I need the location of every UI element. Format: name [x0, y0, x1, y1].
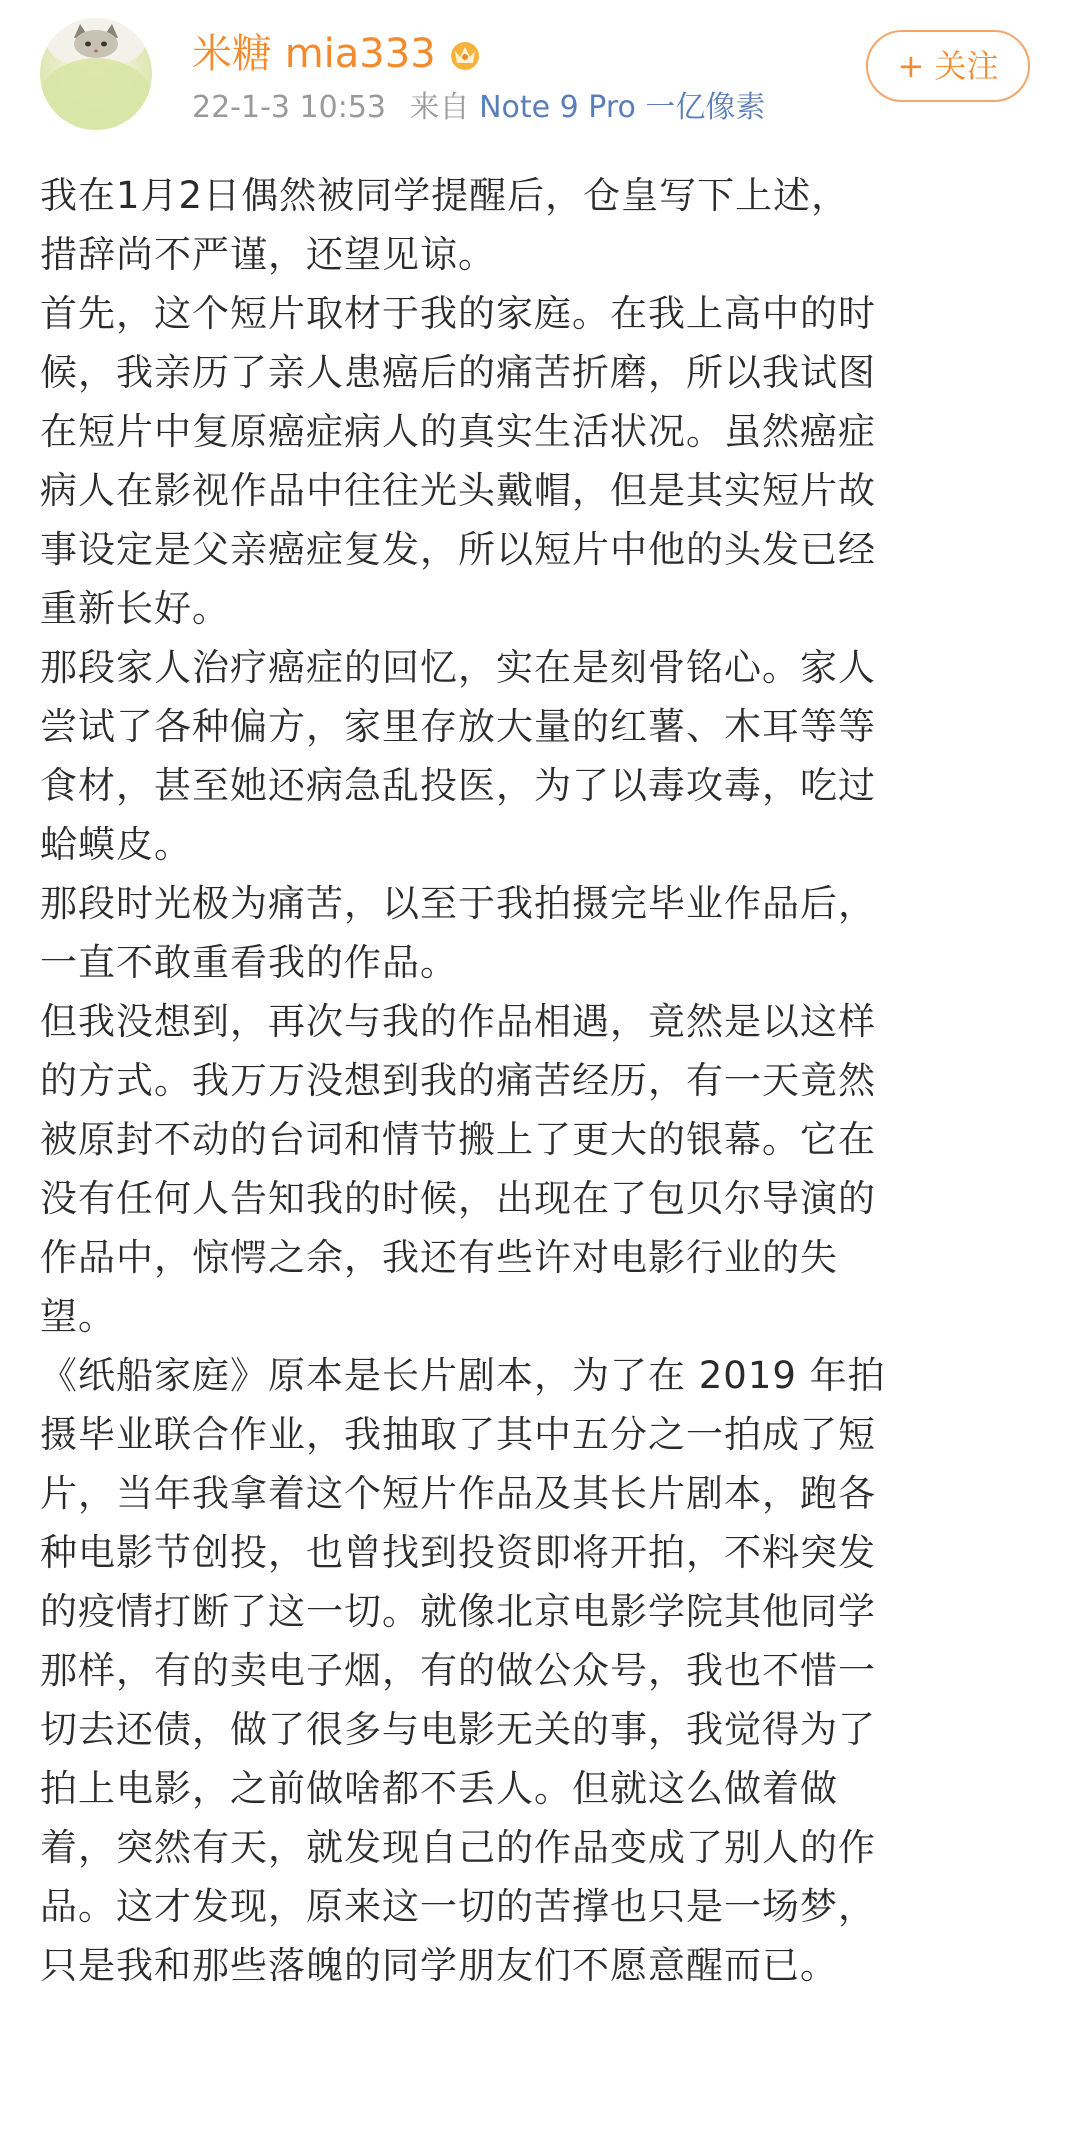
author-row	[192, 26, 484, 82]
paragraph: 那段时光极为痛苦，以至于我拍摄完毕业作品后， 一直不敢重看我的作品。	[40, 882, 876, 984]
post-time: 22-1-3 10:53	[192, 90, 386, 125]
paragraph: 但我没想到，再次与我的作品相遇，竟然是以这样 的方式。我万万没想到我的痛苦经历，有一天竟然 被原封不动的台词和情节搬上了更大的银幕。它在 没有任何人告知我的时候，出现在了包贝尔导演的 作品中，惊愕之余，我还有些许对电影行业的失 望。	[40, 1000, 876, 1338]
avatar[interactable]	[40, 18, 152, 130]
follow-button[interactable]: + 关注	[866, 30, 1030, 102]
source-prefix: 来自	[409, 90, 470, 125]
source-device-link[interactable]: Note 9 Pro 一亿像素	[479, 90, 766, 125]
paragraph: 我在1月2日偶然被同学提醒后，仓皇写下上述， 措辞尚不严谨，还望见谅。	[40, 174, 850, 276]
post-header	[0, 0, 1080, 150]
paragraph: 首先，这个短片取材于我的家庭。在我上高中的时 候，我亲历了亲人患癌后的痛苦折磨，所以我试图 在短片中复原癌症病人的真实生活状况。虽然癌症 病人在影视作品中往往光头戴帽，但是其实短片故 事设定是父亲癌症复发，所以短片中他的头发已经 重新长好。	[40, 292, 876, 630]
paragraph: 《纸船家庭》原本是长片剧本，为了在 2019 年拍 摄毕业联合作业，我抽取了其中五分之一拍成了短 片，当年我拿着这个短片作品及其长片剧本，跑各 种电影节创投，也曾找到投资即将开拍，不料突发 的疫情打断了这一切。就像北京电影学院其他同学 那样，有的卖电子烟，有的做公众号，我也不惜一 切去还债，做了很多与电影无关的事，我觉得为了 拍上电影，之前做啥都不丢人。但就这么做着做 着，突然有天，就发现自己的作品变成了别人的作 品。这才发现，原来这一切的苦撑也只是一场梦， 只是我和那些落魄的同学朋友们不愿意醒而已。	[40, 1354, 886, 1987]
paragraph: 那段家人治疗癌症的回忆，实在是刻骨铭心。家人 尝试了各种偏方，家里存放大量的红薯、木耳等等 食材，甚至她还病急乱投医，为了以毒攻毒，吃过 蛤蟆皮。	[40, 646, 876, 866]
post-meta	[192, 86, 765, 130]
cat-avatar-icon	[40, 18, 152, 130]
vip-crown-icon	[446, 35, 484, 73]
author-name[interactable]: 米糖 mia333	[192, 31, 436, 77]
post-content	[40, 166, 1040, 1995]
